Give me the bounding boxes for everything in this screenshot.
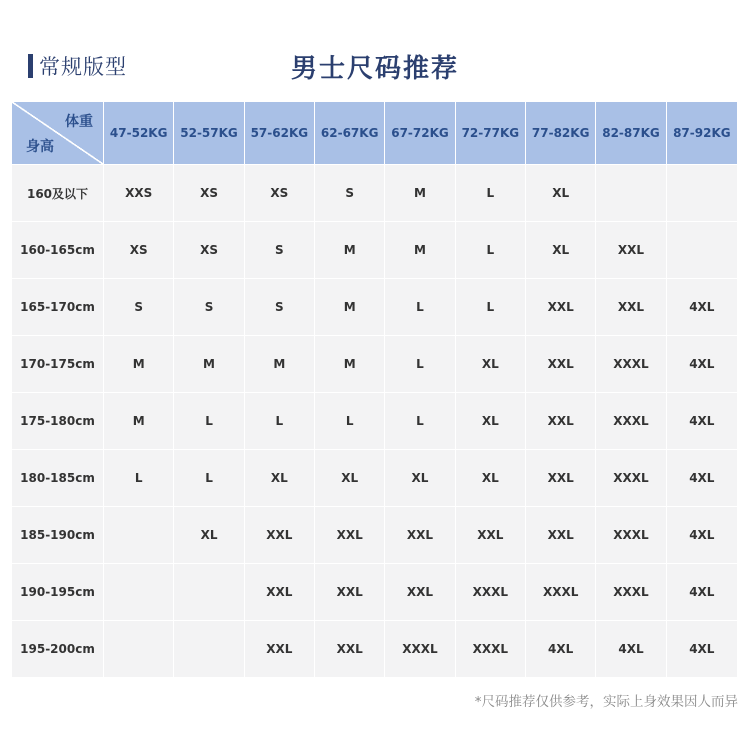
- size-cell: XXL: [245, 620, 315, 677]
- size-cell: XXL: [245, 563, 315, 620]
- size-cell: [174, 563, 244, 620]
- size-cell: [104, 506, 174, 563]
- size-cell: XXL: [315, 563, 385, 620]
- size-cell: XXXL: [596, 449, 666, 506]
- height-row-header: 160及以下: [12, 164, 104, 221]
- size-cell: XXXL: [596, 563, 666, 620]
- size-cell: XXXL: [596, 392, 666, 449]
- table-row: [12, 563, 737, 620]
- size-cell: XL: [174, 506, 244, 563]
- size-cell: XXXL: [456, 620, 526, 677]
- size-cell: XS: [174, 164, 244, 221]
- size-cell: XL: [385, 449, 455, 506]
- height-axis-label: 身高: [26, 139, 54, 155]
- size-cell: XXXL: [596, 506, 666, 563]
- size-cell: XL: [526, 221, 596, 278]
- weight-axis-label: 体重: [65, 114, 94, 130]
- size-cell: XL: [456, 335, 526, 392]
- size-cell: 4XL: [667, 278, 737, 335]
- size-cell: XXL: [456, 506, 526, 563]
- size-cell: XXXL: [385, 620, 455, 677]
- size-cell: XXXL: [526, 563, 596, 620]
- size-cell: XS: [174, 221, 244, 278]
- size-cell: S: [245, 221, 315, 278]
- size-cell: XL: [456, 392, 526, 449]
- size-cell: M: [385, 221, 455, 278]
- table-row: [12, 221, 737, 278]
- table-row: [12, 506, 737, 563]
- corner-header: [12, 102, 104, 164]
- height-row-header: 160-165cm: [12, 221, 104, 278]
- table-row: [12, 449, 737, 506]
- size-cell: S: [245, 278, 315, 335]
- size-cell: XXL: [526, 449, 596, 506]
- size-cell: 4XL: [667, 506, 737, 563]
- height-row-header: 195-200cm: [12, 620, 104, 677]
- size-cell: XXL: [526, 506, 596, 563]
- size-cell: L: [315, 392, 385, 449]
- size-cell: 4XL: [667, 392, 737, 449]
- height-row-header: 185-190cm: [12, 506, 104, 563]
- size-cell: XXL: [385, 563, 455, 620]
- weight-column-header: 82-87KG: [596, 102, 666, 164]
- table-row: [12, 164, 737, 221]
- size-cell: XXL: [315, 620, 385, 677]
- size-cell: XXL: [526, 278, 596, 335]
- size-cell: M: [104, 335, 174, 392]
- size-cell: [667, 164, 737, 221]
- size-cell: XXL: [245, 506, 315, 563]
- size-cell: XL: [526, 164, 596, 221]
- weight-column-header: 87-92KG: [667, 102, 737, 164]
- size-cell: L: [456, 164, 526, 221]
- height-row-header: 180-185cm: [12, 449, 104, 506]
- size-cell: XS: [104, 221, 174, 278]
- size-cell: M: [385, 164, 455, 221]
- height-row-header: 165-170cm: [12, 278, 104, 335]
- size-cell: S: [315, 164, 385, 221]
- size-cell: L: [385, 335, 455, 392]
- size-cell: L: [174, 392, 244, 449]
- page-title: 男士尺码推荐: [290, 54, 459, 84]
- size-cell: 4XL: [667, 449, 737, 506]
- size-cell: L: [385, 278, 455, 335]
- size-cell: 4XL: [526, 620, 596, 677]
- size-cell: L: [456, 278, 526, 335]
- size-cell: M: [245, 335, 315, 392]
- table-row: [12, 335, 737, 392]
- size-cell: XL: [456, 449, 526, 506]
- weight-column-header: 77-82KG: [526, 102, 596, 164]
- size-cell: L: [104, 449, 174, 506]
- weight-column-header: 52-57KG: [174, 102, 244, 164]
- size-cell: L: [245, 392, 315, 449]
- size-cell: XXL: [526, 335, 596, 392]
- size-cell: XXXL: [456, 563, 526, 620]
- weight-column-header: 62-67KG: [315, 102, 385, 164]
- size-cell: M: [315, 221, 385, 278]
- weight-column-header: 67-72KG: [385, 102, 455, 164]
- size-cell: 4XL: [596, 620, 666, 677]
- size-cell: L: [456, 221, 526, 278]
- size-chart-table: [12, 102, 737, 677]
- size-cell: XL: [245, 449, 315, 506]
- fit-type-text: 常规版型: [39, 55, 127, 79]
- size-cell: M: [104, 392, 174, 449]
- size-cell: [104, 563, 174, 620]
- weight-column-header: 47-52KG: [104, 102, 174, 164]
- size-cell: [667, 221, 737, 278]
- size-cell: XS: [245, 164, 315, 221]
- size-cell: [104, 620, 174, 677]
- size-cell: L: [174, 449, 244, 506]
- height-row-header: 190-195cm: [12, 563, 104, 620]
- size-cell: L: [385, 392, 455, 449]
- size-cell: S: [104, 278, 174, 335]
- size-cell: S: [174, 278, 244, 335]
- size-cell: XL: [315, 449, 385, 506]
- size-cell: 4XL: [667, 335, 737, 392]
- height-row-header: 170-175cm: [12, 335, 104, 392]
- size-cell: 4XL: [667, 620, 737, 677]
- size-cell: XXS: [104, 164, 174, 221]
- size-cell: XXL: [596, 278, 666, 335]
- weight-column-header: 57-62KG: [245, 102, 315, 164]
- size-cell: XXL: [315, 506, 385, 563]
- table-row: [12, 278, 737, 335]
- size-cell: [596, 164, 666, 221]
- size-cell: [174, 620, 244, 677]
- size-cell: XXL: [385, 506, 455, 563]
- height-row-header: 175-180cm: [12, 392, 104, 449]
- size-cell: XXXL: [596, 335, 666, 392]
- size-cell: 4XL: [667, 563, 737, 620]
- size-cell: M: [315, 335, 385, 392]
- footnote: *尺码推荐仅供参考，实际上身效果因人而异: [474, 694, 738, 710]
- header-row: [12, 102, 737, 164]
- table-row: [12, 392, 737, 449]
- weight-column-header: 72-77KG: [456, 102, 526, 164]
- size-cell: XXL: [526, 392, 596, 449]
- size-cell: M: [174, 335, 244, 392]
- table-row: [12, 620, 737, 677]
- size-cell: XXL: [596, 221, 666, 278]
- size-cell: M: [315, 278, 385, 335]
